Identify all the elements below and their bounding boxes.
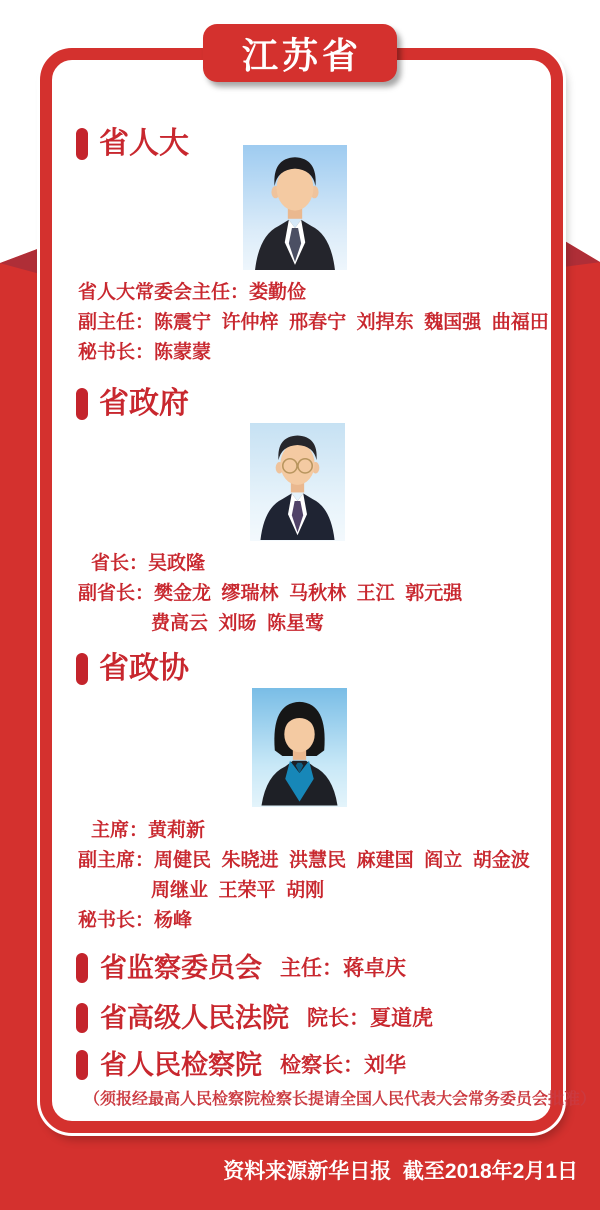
section-title: 省人大 (99, 127, 189, 160)
province-title: 江苏省 (241, 34, 362, 76)
source-footer: 资料来源新华日报 截至2018年2月1日 (223, 1160, 578, 1183)
governor-portrait-photo (250, 423, 345, 541)
org-title: 省人民检察院 (100, 1049, 262, 1080)
section-marker-icon (76, 1050, 88, 1080)
zhengxie-officials-list (78, 816, 530, 936)
zhengfu-officials-list (78, 549, 462, 639)
section-marker-icon (76, 128, 88, 160)
org-role: 院长：夏道虎 (307, 1007, 433, 1030)
approval-note: （须报经最高人民检察院检察长提请全国人民代表大会常务委员会批准） (84, 1091, 597, 1108)
section-header-zhengfu (76, 388, 189, 420)
org-title: 省监察委员会 (100, 952, 262, 983)
section-title: 省政协 (99, 652, 189, 685)
org-role: 主任：蒋卓庆 (280, 957, 406, 980)
governor-row: 省长：吴政隆 (91, 553, 206, 574)
renda-chairman-portrait-photo (243, 145, 347, 270)
renda-secretary-general-row: 秘书长：陈蒙蒙 (78, 342, 212, 363)
section-marker-icon (76, 653, 88, 685)
section-marker-icon (76, 388, 88, 420)
cppcc-secretary-general-row: 秘书长：杨峰 (78, 910, 193, 931)
section-header-renda (76, 128, 189, 160)
section-marker-icon (76, 1003, 88, 1033)
cppcc-vice-chairmen-row-continued: 周继业 王荣平 胡刚 (151, 880, 325, 901)
renda-vice-chairmen-row: 副主任：陈震宁 许仲梓 邢春宁 刘捍东 魏国强 曲福田 (78, 312, 549, 333)
cppcc-chairwoman-portrait-photo (252, 688, 347, 807)
org-title: 省高级人民法院 (100, 1002, 289, 1033)
section-header-zhengxie (76, 653, 189, 685)
vice-governors-row-continued: 费高云 刘旸 陈星莺 (151, 613, 325, 634)
renda-officials-list (78, 278, 549, 368)
male-portrait-glasses-icon (250, 423, 345, 541)
high-court-row (76, 1001, 433, 1034)
procuratorate-row (76, 1048, 406, 1081)
renda-chairman-row: 省人大常委会主任：娄勤俭 (78, 282, 307, 303)
section-marker-icon (76, 953, 88, 983)
province-title-badge (203, 24, 397, 82)
female-portrait-icon (252, 688, 347, 807)
male-portrait-icon (243, 145, 347, 270)
cppcc-vice-chairmen-row: 副主席：周健民 朱晓进 洪慧民 麻建国 阎立 胡金波 (78, 850, 530, 871)
org-role: 检察长：刘华 (280, 1054, 406, 1077)
cppcc-chairman-row: 主席：黄莉新 (91, 820, 206, 841)
vice-governors-row: 副省长：樊金龙 缪瑞林 马秋林 王江 郭元强 (78, 583, 463, 604)
section-title: 省政府 (99, 387, 189, 420)
supervisory-commission-row (76, 951, 406, 984)
